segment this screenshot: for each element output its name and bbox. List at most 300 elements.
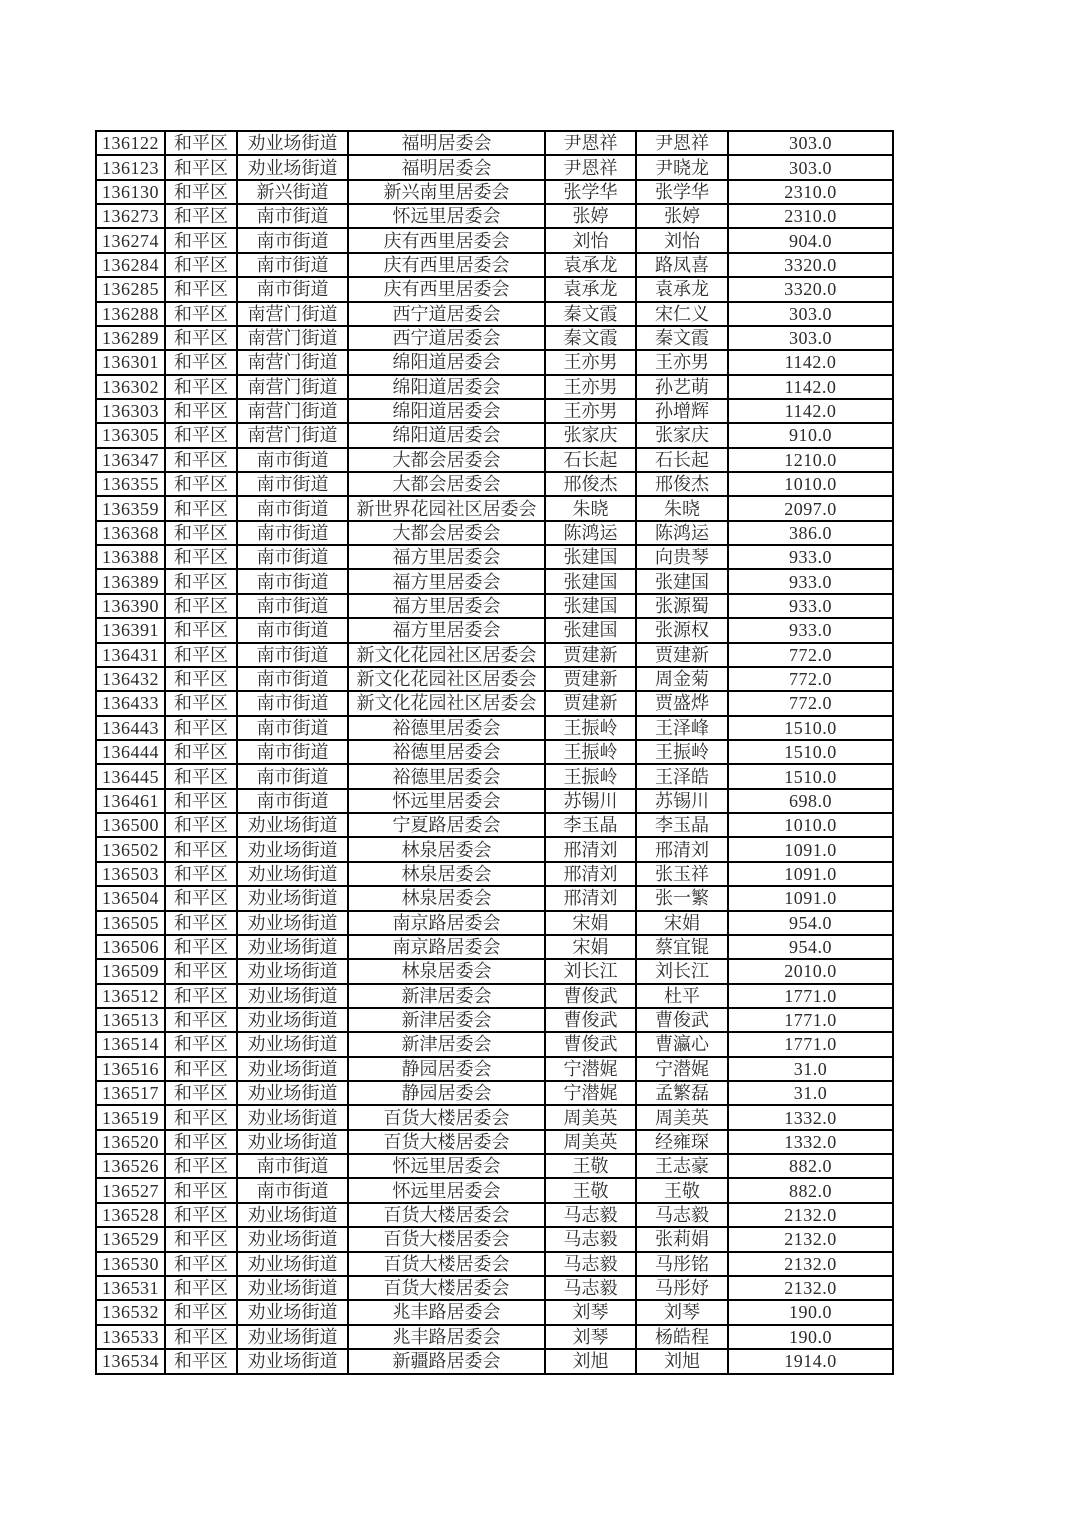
table-cell-name-2: 曹瀛心 xyxy=(636,1032,728,1056)
table-cell-district: 和平区 xyxy=(165,984,237,1008)
table-cell-name-2: 杨皓程 xyxy=(636,1325,728,1349)
table-cell-name-2: 苏锡川 xyxy=(636,789,728,813)
table-cell-name-2: 刘琴 xyxy=(636,1300,728,1324)
table-row xyxy=(96,935,893,959)
table-row xyxy=(96,302,893,326)
table-cell-value: 910.0 xyxy=(728,423,893,447)
table-cell-name-2: 经雍琛 xyxy=(636,1130,728,1154)
table-row xyxy=(96,423,893,447)
table-cell-name-2: 袁承龙 xyxy=(636,277,728,301)
table-cell-name-2: 朱晓 xyxy=(636,496,728,520)
table-cell-name-1: 张家庆 xyxy=(545,423,636,447)
table-cell-street: 劝业场街道 xyxy=(237,1203,348,1227)
table-cell-record-id: 136355 xyxy=(96,472,165,496)
table-cell-record-id: 136288 xyxy=(96,302,165,326)
table-cell-name-2: 宁潜娓 xyxy=(636,1057,728,1081)
table-cell-record-id: 136274 xyxy=(96,228,165,252)
table-cell-name-1: 秦文霞 xyxy=(545,302,636,326)
table-cell-name-1: 李玉晶 xyxy=(545,813,636,837)
table-cell-value: 772.0 xyxy=(728,667,893,691)
table-row xyxy=(96,1203,893,1227)
table-cell-record-id: 136503 xyxy=(96,862,165,886)
table-cell-street: 劝业场街道 xyxy=(237,1057,348,1081)
table-cell-committee: 兆丰路居委会 xyxy=(348,1300,545,1324)
table-cell-name-2: 王泽皓 xyxy=(636,764,728,788)
table-cell-name-1: 曹俊武 xyxy=(545,1008,636,1032)
table-cell-name-1: 王亦男 xyxy=(545,350,636,374)
table-cell-name-1: 石长起 xyxy=(545,448,636,472)
table-cell-value: 190.0 xyxy=(728,1300,893,1324)
table-cell-value: 1510.0 xyxy=(728,740,893,764)
table-cell-value: 2097.0 xyxy=(728,496,893,520)
table-row xyxy=(96,180,893,204)
table-cell-name-1: 周美英 xyxy=(545,1130,636,1154)
table-cell-committee: 庆有西里居委会 xyxy=(348,277,545,301)
table-cell-record-id: 136509 xyxy=(96,959,165,983)
table-cell-street: 南营门街道 xyxy=(237,302,348,326)
table-cell-district: 和平区 xyxy=(165,1349,237,1374)
table-cell-name-2: 宋娟 xyxy=(636,911,728,935)
table-cell-value: 2132.0 xyxy=(728,1203,893,1227)
table-row xyxy=(96,326,893,350)
table-cell-district: 和平区 xyxy=(165,545,237,569)
table-row xyxy=(96,1300,893,1324)
table-row xyxy=(96,886,893,910)
table-cell-committee: 福方里居委会 xyxy=(348,618,545,642)
table-cell-committee: 新文化花园社区居委会 xyxy=(348,691,545,715)
table-cell-value: 1010.0 xyxy=(728,813,893,837)
table-cell-name-1: 王敬 xyxy=(545,1178,636,1202)
table-cell-record-id: 136529 xyxy=(96,1227,165,1251)
table-cell-record-id: 136504 xyxy=(96,886,165,910)
table-row xyxy=(96,350,893,374)
table-cell-record-id: 136273 xyxy=(96,204,165,228)
table-cell-record-id: 136359 xyxy=(96,496,165,520)
table-cell-value: 772.0 xyxy=(728,643,893,667)
table-cell-street: 劝业场街道 xyxy=(237,1227,348,1251)
table-row xyxy=(96,984,893,1008)
table-cell-committee: 裕德里居委会 xyxy=(348,740,545,764)
table-cell-name-2: 张玉祥 xyxy=(636,862,728,886)
table-cell-street: 南市街道 xyxy=(237,253,348,277)
table-cell-value: 904.0 xyxy=(728,228,893,252)
table-cell-street: 劝业场街道 xyxy=(237,837,348,861)
table-cell-value: 31.0 xyxy=(728,1057,893,1081)
table-cell-record-id: 136431 xyxy=(96,643,165,667)
table-cell-street: 劝业场街道 xyxy=(237,813,348,837)
table-cell-record-id: 136443 xyxy=(96,716,165,740)
table-cell-value: 933.0 xyxy=(728,594,893,618)
table-cell-value: 954.0 xyxy=(728,935,893,959)
table-cell-record-id: 136303 xyxy=(96,399,165,423)
table-row xyxy=(96,1276,893,1300)
table-cell-value: 1332.0 xyxy=(728,1130,893,1154)
table-cell-name-1: 张婷 xyxy=(545,204,636,228)
table-cell-name-2: 马彤妤 xyxy=(636,1276,728,1300)
table-cell-committee: 南京路居委会 xyxy=(348,935,545,959)
table-row xyxy=(96,399,893,423)
table-row xyxy=(96,131,893,155)
table-cell-street: 劝业场街道 xyxy=(237,1300,348,1324)
table-cell-district: 和平区 xyxy=(165,691,237,715)
table-cell-name-2: 尹恩祥 xyxy=(636,131,728,155)
table-cell-committee: 绵阳道居委会 xyxy=(348,350,545,374)
table-cell-committee: 百货大楼居委会 xyxy=(348,1203,545,1227)
table-cell-name-1: 张建国 xyxy=(545,569,636,593)
table-cell-street: 劝业场街道 xyxy=(237,1130,348,1154)
table-cell-name-1: 王振岭 xyxy=(545,716,636,740)
table-cell-name-2: 周金菊 xyxy=(636,667,728,691)
table-cell-name-1: 苏锡川 xyxy=(545,789,636,813)
table-cell-committee: 西宁道居委会 xyxy=(348,302,545,326)
table-cell-value: 190.0 xyxy=(728,1325,893,1349)
table-cell-name-1: 贾建新 xyxy=(545,667,636,691)
table-row xyxy=(96,1105,893,1129)
table-cell-district: 和平区 xyxy=(165,594,237,618)
table-cell-value: 882.0 xyxy=(728,1154,893,1178)
table-cell-name-1: 张建国 xyxy=(545,618,636,642)
table-row xyxy=(96,277,893,301)
table-cell-name-1: 刘琴 xyxy=(545,1325,636,1349)
table-cell-street: 南市街道 xyxy=(237,1178,348,1202)
table-row xyxy=(96,496,893,520)
table-cell-name-2: 杜平 xyxy=(636,984,728,1008)
table-cell-name-2: 贾盛烨 xyxy=(636,691,728,715)
table-cell-record-id: 136391 xyxy=(96,618,165,642)
table-cell-street: 南市街道 xyxy=(237,228,348,252)
table-cell-district: 和平区 xyxy=(165,911,237,935)
table-cell-name-1: 贾建新 xyxy=(545,691,636,715)
table-cell-value: 2010.0 xyxy=(728,959,893,983)
table-cell-name-2: 张莉娟 xyxy=(636,1227,728,1251)
table-cell-street: 南市街道 xyxy=(237,740,348,764)
table-cell-name-2: 王志豪 xyxy=(636,1154,728,1178)
table-cell-value: 2132.0 xyxy=(728,1227,893,1251)
table-row xyxy=(96,643,893,667)
table-cell-name-2: 孙艺萌 xyxy=(636,375,728,399)
table-row xyxy=(96,1032,893,1056)
table-cell-value: 1914.0 xyxy=(728,1349,893,1374)
table-cell-value: 1510.0 xyxy=(728,764,893,788)
table-cell-value: 31.0 xyxy=(728,1081,893,1105)
table-cell-name-1: 马志毅 xyxy=(545,1227,636,1251)
table-cell-district: 和平区 xyxy=(165,1203,237,1227)
table-cell-name-2: 孟繁磊 xyxy=(636,1081,728,1105)
table-cell-district: 和平区 xyxy=(165,204,237,228)
table-cell-value: 3320.0 xyxy=(728,253,893,277)
table-cell-record-id: 136514 xyxy=(96,1032,165,1056)
table-cell-district: 和平区 xyxy=(165,180,237,204)
table-row xyxy=(96,716,893,740)
table-cell-record-id: 136500 xyxy=(96,813,165,837)
table-cell-record-id: 136444 xyxy=(96,740,165,764)
table-cell-committee: 绵阳道居委会 xyxy=(348,423,545,447)
table-row xyxy=(96,862,893,886)
table-cell-committee: 林泉居委会 xyxy=(348,837,545,861)
table-cell-name-1: 邢俊杰 xyxy=(545,472,636,496)
table-cell-street: 劝业场街道 xyxy=(237,1081,348,1105)
table-cell-record-id: 136527 xyxy=(96,1178,165,1202)
table-cell-committee: 裕德里居委会 xyxy=(348,764,545,788)
table-cell-name-2: 张源蜀 xyxy=(636,594,728,618)
table-cell-committee: 大都会居委会 xyxy=(348,521,545,545)
table-row xyxy=(96,959,893,983)
table-cell-name-1: 马志毅 xyxy=(545,1276,636,1300)
table-cell-district: 和平区 xyxy=(165,423,237,447)
table-cell-name-1: 周美英 xyxy=(545,1105,636,1129)
table-row xyxy=(96,253,893,277)
table-cell-district: 和平区 xyxy=(165,375,237,399)
table-cell-record-id: 136532 xyxy=(96,1300,165,1324)
table-cell-name-1: 尹恩祥 xyxy=(545,131,636,155)
table-cell-record-id: 136368 xyxy=(96,521,165,545)
table-cell-committee: 新疆路居委会 xyxy=(348,1349,545,1374)
table-cell-district: 和平区 xyxy=(165,1105,237,1129)
table-row xyxy=(96,228,893,252)
table-cell-committee: 福方里居委会 xyxy=(348,569,545,593)
table-cell-street: 南市街道 xyxy=(237,448,348,472)
table-cell-value: 1142.0 xyxy=(728,375,893,399)
table-cell-record-id: 136531 xyxy=(96,1276,165,1300)
table-cell-street: 南市街道 xyxy=(237,716,348,740)
table-cell-name-2: 王泽峰 xyxy=(636,716,728,740)
table-cell-name-2: 贾建新 xyxy=(636,643,728,667)
table-cell-value: 1510.0 xyxy=(728,716,893,740)
table-cell-record-id: 136433 xyxy=(96,691,165,715)
table-cell-committee: 福方里居委会 xyxy=(348,545,545,569)
table-cell-name-2: 尹晓龙 xyxy=(636,155,728,179)
table-row xyxy=(96,375,893,399)
table-cell-committee: 百货大楼居委会 xyxy=(348,1252,545,1276)
table-cell-name-2: 宋仁义 xyxy=(636,302,728,326)
table-cell-name-1: 宋娟 xyxy=(545,911,636,935)
table-cell-district: 和平区 xyxy=(165,959,237,983)
table-cell-committee: 福明居委会 xyxy=(348,155,545,179)
table-cell-committee: 新世界花园社区居委会 xyxy=(348,496,545,520)
table-cell-name-1: 宁潜娓 xyxy=(545,1057,636,1081)
table-cell-committee: 百货大楼居委会 xyxy=(348,1105,545,1129)
table-cell-street: 劝业场街道 xyxy=(237,131,348,155)
table-body xyxy=(96,131,893,1374)
table-row xyxy=(96,155,893,179)
table-cell-name-2: 秦文霞 xyxy=(636,326,728,350)
table-cell-street: 南营门街道 xyxy=(237,350,348,374)
table-cell-district: 和平区 xyxy=(165,764,237,788)
table-cell-street: 劝业场街道 xyxy=(237,1105,348,1129)
table-cell-district: 和平区 xyxy=(165,448,237,472)
table-row xyxy=(96,1252,893,1276)
table-cell-name-2: 马志毅 xyxy=(636,1203,728,1227)
table-cell-record-id: 136519 xyxy=(96,1105,165,1129)
table-cell-name-1: 王敬 xyxy=(545,1154,636,1178)
table-cell-name-1: 刘琴 xyxy=(545,1300,636,1324)
table-cell-record-id: 136123 xyxy=(96,155,165,179)
table-cell-street: 南营门街道 xyxy=(237,326,348,350)
table-cell-street: 劝业场街道 xyxy=(237,1325,348,1349)
table-cell-value: 303.0 xyxy=(728,302,893,326)
table-cell-street: 南市街道 xyxy=(237,472,348,496)
table-cell-name-2: 张建国 xyxy=(636,569,728,593)
table-cell-name-1: 袁承龙 xyxy=(545,277,636,301)
table-cell-committee: 新文化花园社区居委会 xyxy=(348,643,545,667)
table-cell-name-2: 路凤喜 xyxy=(636,253,728,277)
table-cell-name-1: 马志毅 xyxy=(545,1252,636,1276)
table-cell-name-1: 邢清刘 xyxy=(545,886,636,910)
table-cell-committee: 大都会居委会 xyxy=(348,448,545,472)
table-cell-committee: 宁夏路居委会 xyxy=(348,813,545,837)
table-cell-value: 1771.0 xyxy=(728,1032,893,1056)
table-cell-value: 303.0 xyxy=(728,326,893,350)
table-cell-district: 和平区 xyxy=(165,1227,237,1251)
table-row xyxy=(96,545,893,569)
table-row xyxy=(96,667,893,691)
table-cell-name-1: 王亦男 xyxy=(545,399,636,423)
table-cell-record-id: 136347 xyxy=(96,448,165,472)
table-cell-name-1: 王亦男 xyxy=(545,375,636,399)
table-cell-value: 933.0 xyxy=(728,545,893,569)
table-cell-committee: 西宁道居委会 xyxy=(348,326,545,350)
table-cell-street: 劝业场街道 xyxy=(237,1032,348,1056)
table-cell-name-2: 王振岭 xyxy=(636,740,728,764)
table-cell-name-1: 宋娟 xyxy=(545,935,636,959)
table-cell-name-2: 孙增辉 xyxy=(636,399,728,423)
table-cell-name-2: 刘旭 xyxy=(636,1349,728,1374)
table-cell-committee: 怀远里居委会 xyxy=(348,1154,545,1178)
table-cell-record-id: 136390 xyxy=(96,594,165,618)
table-cell-committee: 林泉居委会 xyxy=(348,886,545,910)
table-cell-district: 和平区 xyxy=(165,350,237,374)
table-cell-street: 南市街道 xyxy=(237,1154,348,1178)
table-row xyxy=(96,618,893,642)
table-cell-district: 和平区 xyxy=(165,1032,237,1056)
table-cell-committee: 绵阳道居委会 xyxy=(348,375,545,399)
table-row xyxy=(96,1008,893,1032)
printed-sheet xyxy=(95,130,892,1375)
table-row xyxy=(96,740,893,764)
table-cell-name-1: 陈鸿运 xyxy=(545,521,636,545)
table-cell-record-id: 136284 xyxy=(96,253,165,277)
table-cell-name-1: 刘怡 xyxy=(545,228,636,252)
table-cell-value: 1142.0 xyxy=(728,399,893,423)
table-cell-value: 1332.0 xyxy=(728,1105,893,1129)
table-cell-district: 和平区 xyxy=(165,1130,237,1154)
table-cell-district: 和平区 xyxy=(165,667,237,691)
table-cell-record-id: 136389 xyxy=(96,569,165,593)
table-cell-name-1: 尹恩祥 xyxy=(545,155,636,179)
table-cell-record-id: 136526 xyxy=(96,1154,165,1178)
table-cell-district: 和平区 xyxy=(165,618,237,642)
table-row xyxy=(96,789,893,813)
table-cell-street: 南市街道 xyxy=(237,569,348,593)
table-cell-record-id: 136305 xyxy=(96,423,165,447)
table-row xyxy=(96,1325,893,1349)
table-cell-record-id: 136432 xyxy=(96,667,165,691)
table-cell-record-id: 136516 xyxy=(96,1057,165,1081)
table-row xyxy=(96,1227,893,1251)
table-cell-record-id: 136512 xyxy=(96,984,165,1008)
table-row xyxy=(96,1081,893,1105)
table-cell-street: 劝业场街道 xyxy=(237,1008,348,1032)
table-cell-committee: 裕德里居委会 xyxy=(348,716,545,740)
table-cell-district: 和平区 xyxy=(165,1276,237,1300)
table-cell-record-id: 136301 xyxy=(96,350,165,374)
table-cell-name-1: 朱晓 xyxy=(545,496,636,520)
table-cell-committee: 绵阳道居委会 xyxy=(348,399,545,423)
table-cell-district: 和平区 xyxy=(165,131,237,155)
table-cell-value: 3320.0 xyxy=(728,277,893,301)
table-cell-record-id: 136520 xyxy=(96,1130,165,1154)
table-cell-value: 933.0 xyxy=(728,569,893,593)
table-cell-committee: 庆有西里居委会 xyxy=(348,228,545,252)
table-cell-name-1: 袁承龙 xyxy=(545,253,636,277)
table-row xyxy=(96,204,893,228)
table-cell-name-1: 马志毅 xyxy=(545,1203,636,1227)
table-cell-name-2: 王亦男 xyxy=(636,350,728,374)
table-cell-record-id: 136445 xyxy=(96,764,165,788)
table-cell-name-2: 李玉晶 xyxy=(636,813,728,837)
table-cell-street: 南市街道 xyxy=(237,521,348,545)
table-cell-street: 劝业场街道 xyxy=(237,1252,348,1276)
table-cell-value: 2132.0 xyxy=(728,1276,893,1300)
table-cell-committee: 百货大楼居委会 xyxy=(348,1130,545,1154)
table-cell-committee: 新兴南里居委会 xyxy=(348,180,545,204)
table-cell-street: 劝业场街道 xyxy=(237,1349,348,1374)
table-cell-name-2: 张家庆 xyxy=(636,423,728,447)
table-cell-committee: 南京路居委会 xyxy=(348,911,545,935)
table-cell-name-1: 张建国 xyxy=(545,594,636,618)
table-cell-record-id: 136289 xyxy=(96,326,165,350)
table-cell-value: 1142.0 xyxy=(728,350,893,374)
table-row xyxy=(96,813,893,837)
table-cell-value: 882.0 xyxy=(728,1178,893,1202)
table-cell-value: 1771.0 xyxy=(728,1008,893,1032)
table-cell-committee: 怀远里居委会 xyxy=(348,789,545,813)
table-cell-name-1: 贾建新 xyxy=(545,643,636,667)
table-cell-district: 和平区 xyxy=(165,716,237,740)
data-table xyxy=(95,130,894,1375)
table-cell-record-id: 136534 xyxy=(96,1349,165,1374)
table-cell-name-2: 周美英 xyxy=(636,1105,728,1129)
table-cell-name-1: 邢清刘 xyxy=(545,837,636,861)
table-row xyxy=(96,1349,893,1374)
table-cell-district: 和平区 xyxy=(165,496,237,520)
table-row xyxy=(96,569,893,593)
table-cell-value: 2310.0 xyxy=(728,180,893,204)
table-cell-name-1: 王振岭 xyxy=(545,740,636,764)
table-cell-committee: 怀远里居委会 xyxy=(348,1178,545,1202)
table-cell-district: 和平区 xyxy=(165,253,237,277)
table-cell-name-1: 张建国 xyxy=(545,545,636,569)
table-cell-name-1: 秦文霞 xyxy=(545,326,636,350)
table-cell-value: 1091.0 xyxy=(728,886,893,910)
table-cell-value: 1091.0 xyxy=(728,862,893,886)
table-cell-district: 和平区 xyxy=(165,740,237,764)
table-cell-committee: 林泉居委会 xyxy=(348,862,545,886)
table-row xyxy=(96,1130,893,1154)
table-cell-district: 和平区 xyxy=(165,472,237,496)
table-cell-name-1: 邢清刘 xyxy=(545,862,636,886)
table-cell-name-1: 宁潜娓 xyxy=(545,1081,636,1105)
table-cell-name-1: 刘旭 xyxy=(545,1349,636,1374)
table-cell-name-1: 曹俊武 xyxy=(545,1032,636,1056)
table-cell-street: 劝业场街道 xyxy=(237,1276,348,1300)
table-cell-district: 和平区 xyxy=(165,643,237,667)
table-cell-value: 2132.0 xyxy=(728,1252,893,1276)
table-cell-name-2: 张学华 xyxy=(636,180,728,204)
table-row xyxy=(96,1057,893,1081)
table-cell-record-id: 136517 xyxy=(96,1081,165,1105)
table-cell-street: 南市街道 xyxy=(237,545,348,569)
